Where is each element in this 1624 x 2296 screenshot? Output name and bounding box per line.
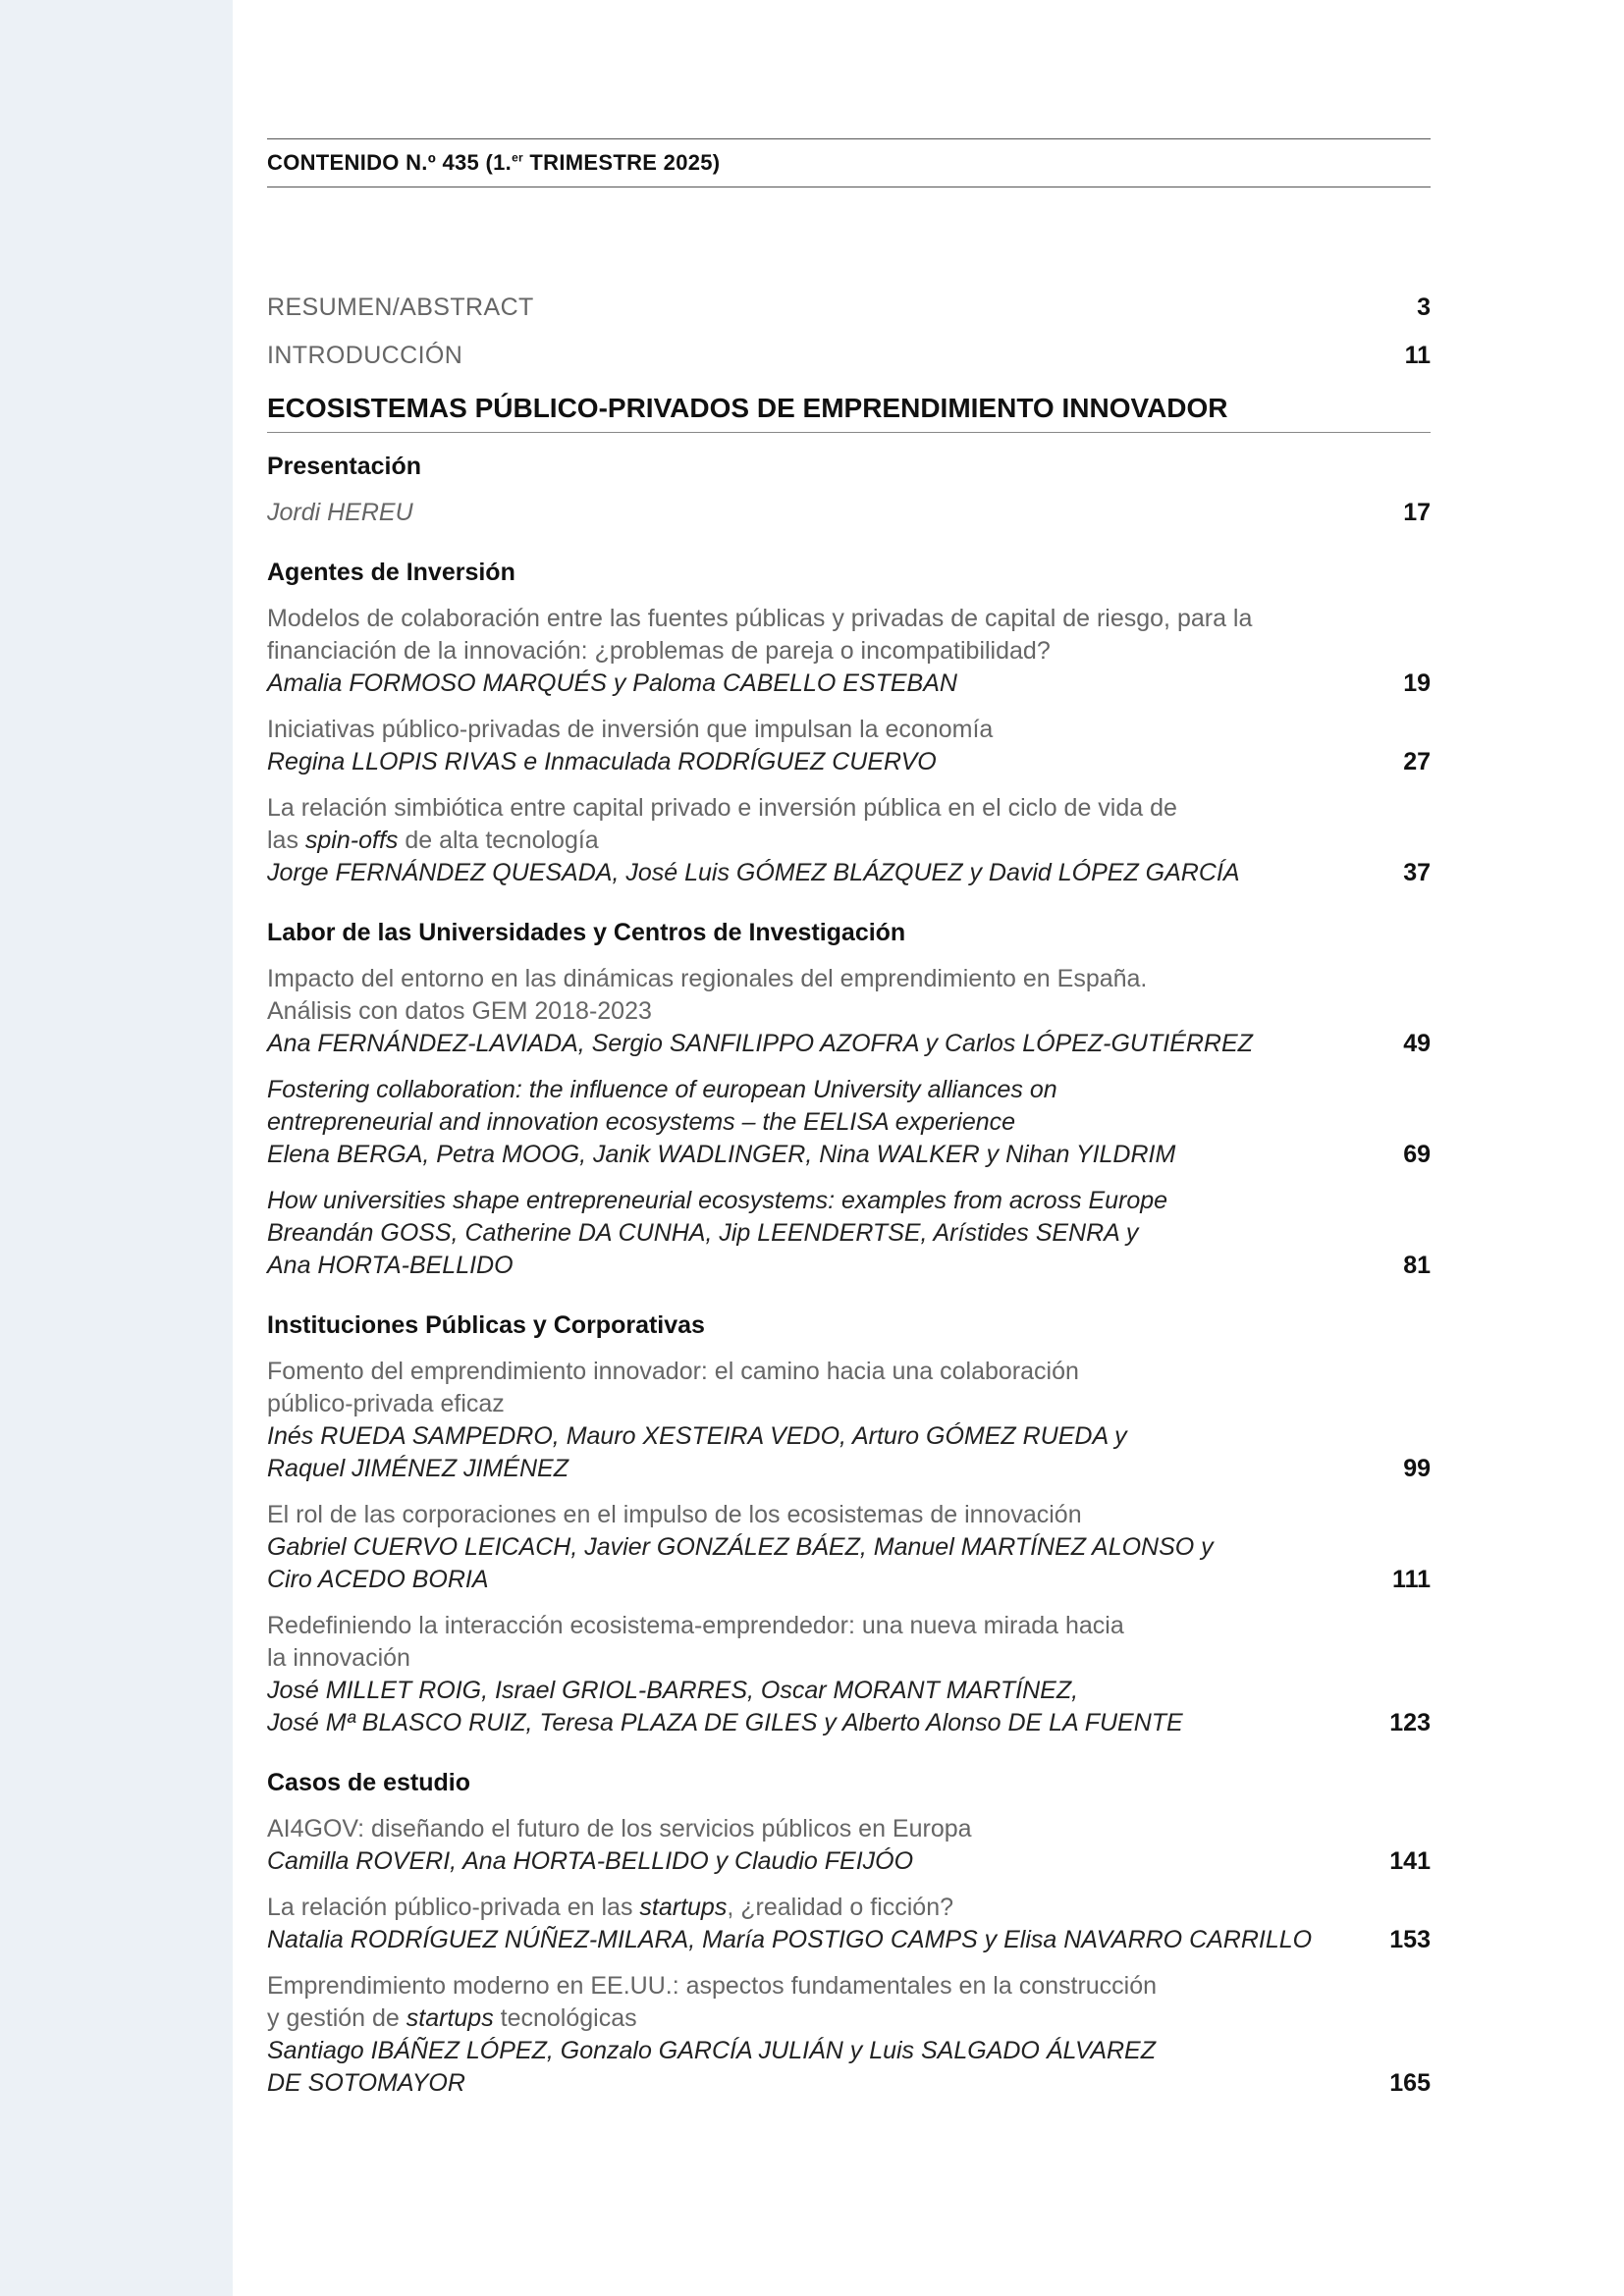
article-title-line: How universities shape entrepreneurial ecosystems: examples from across Europe [267,1187,1168,1214]
toc-entry[interactable] [267,1970,1431,2100]
toc-label: INTRODUCCIÓN [267,342,463,369]
article-authors-line: Jordi HEREU [267,499,413,526]
side-band [0,0,233,2296]
article-title-line: Emprendimiento moderno en EE.UU.: aspectos fundamentales en la construcción [267,1972,1158,2000]
article-authors-line: Amalia FORMOSO MARQUÉS y Paloma CABELLO ESTEBAN [267,669,957,697]
article-title-line: Modelos de colaboración entre las fuentes públicas y privadas de capital de riesgo, para la [267,605,1253,632]
group-title: Agentes de Inversión [267,559,515,586]
page-number: 37 [1403,859,1431,886]
page-number: 3 [1417,294,1431,321]
page-number: 99 [1403,1455,1431,1482]
entry-text [267,1892,1372,1956]
table-of-contents [267,292,1431,2100]
page-number: 27 [1403,748,1431,775]
article-title-line: Iniciativas público-privadas de inversión que impulsan la economía [267,716,994,743]
toc-label: RESUMEN/ABSTRACT [267,294,534,321]
article-authors-line: Elena BERGA, Petra MOOG, Janik WADLINGER, Nina WALKER y Nihan YILDRIM [267,1141,1176,1168]
article-authors-line: Inés RUEDA SAMPEDRO, Mauro XESTEIRA VEDO, Arturo GÓMEZ RUEDA y [267,1422,1127,1450]
entry-text [267,1610,1372,1739]
entry-text [267,1813,1372,1878]
toc-groups [267,451,1431,2100]
toc-group [267,917,1431,1282]
article-authors-line: Ciro ACEDO BORIA [267,1566,489,1593]
page-number: 153 [1389,1926,1431,1953]
toc-entry[interactable] [267,792,1431,889]
group-title: Instituciones Públicas y Corporativas [267,1311,705,1339]
entry-text [267,603,1372,700]
issue-header-text: CONTENIDO N.º 435 (1.$^{er}$ TRIMESTRE 2025) [267,150,721,175]
article-authors-line: José MILLET ROIG, Israel GRIOL-BARRES, Oscar MORANT MARTÍNEZ, [267,1677,1079,1704]
entry-text [267,1356,1372,1485]
entry-text [267,1499,1372,1596]
article-authors-line: José Mª BLASCO RUIZ, Teresa PLAZA DE GILES y Alberto Alonso DE LA FUENTE [267,1709,1183,1736]
article-authors-line: Raquel JIMÉNEZ JIMÉNEZ [267,1455,569,1482]
section-title: ECOSISTEMAS PÚBLICO-PRIVADOS DE EMPRENDIMIENTO INNOVADOR [267,393,1431,433]
toc-entry[interactable] [267,1610,1431,1739]
toc-row-resumen[interactable] [267,292,1431,324]
page-number: 165 [1389,2069,1431,2097]
entry-text [267,714,1372,778]
toc-entry[interactable] [267,1813,1431,1878]
page-number: 49 [1403,1030,1431,1057]
article-title-line: público-privada eficaz [267,1390,505,1417]
issue-header [267,138,1431,187]
article-authors-line: Breandán GOSS, Catherine DA CUNHA, Jip LEENDERTSE, Arístides SENRA y [267,1219,1139,1247]
article-title-line: Redefiniendo la interacción ecosistema-emprendedor: una nueva mirada hacia [267,1612,1124,1639]
article-authors-line: Natalia RODRÍGUEZ NÚÑEZ-MILARA, María POSTIGO CAMPS y Elisa NAVARRO CARRILLO [267,1926,1313,1953]
page-number: 81 [1403,1252,1431,1279]
page-number: 141 [1389,1847,1431,1875]
toc-entry[interactable] [267,1499,1431,1596]
toc-row-introduccion[interactable] [267,340,1431,372]
page-number: 17 [1403,499,1431,526]
page-number: 123 [1389,1709,1431,1736]
entry-text [267,963,1372,1060]
article-authors-line: Gabriel CUERVO LEICACH, Javier GONZÁLEZ BÁEZ, Manuel MARTÍNEZ ALONSO y [267,1533,1214,1561]
article-authors-line: Santiago IBÁÑEZ LÓPEZ, Gonzalo GARCÍA JULIÁN y Luis SALGADO ÁLVAREZ [267,2037,1156,2064]
toc-entry[interactable] [267,714,1431,778]
group-title: Labor de las Universidades y Centros de Investigación [267,919,906,946]
toc-entry[interactable] [267,963,1431,1060]
toc-entry[interactable] [267,1356,1431,1485]
toc-group [267,557,1431,889]
entry-text [267,1970,1372,2100]
entry-text [267,1074,1372,1171]
group-title: Casos de estudio [267,1769,470,1796]
toc-group [267,451,1431,529]
page-number: 111 [1392,1566,1431,1593]
entry-text [267,792,1372,889]
article-title-line: Fomento del emprendimiento innovador: el camino hacia una colaboración [267,1358,1079,1385]
article-authors-line: Camilla ROVERI, Ana HORTA-BELLIDO y Claudio FEIJÓO [267,1847,914,1875]
toc-entry[interactable] [267,497,1431,529]
article-title-line: las spin-offs de alta tecnología [267,827,599,854]
toc-entry[interactable] [267,1892,1431,1956]
page-number: 19 [1403,669,1431,697]
article-title-line: Impacto del entorno en las dinámicas regionales del emprendimiento en España. [267,965,1148,992]
article-title-line: la innovación [267,1644,410,1672]
article-title-line: Fostering collaboration: the influence of european University alliances on [267,1076,1057,1103]
article-title-line: AI4GOV: diseñando el futuro de los servicios públicos en Europa [267,1815,972,1842]
toc-entry[interactable] [267,1185,1431,1282]
toc-group [267,1767,1431,2100]
article-authors-line: Ana HORTA-BELLIDO [267,1252,514,1279]
article-title-line: financiación de la innovación: ¿problemas de pareja o incompatibilidad? [267,637,1051,665]
article-title-line: y gestión de startups tecnológicas [267,2004,637,2032]
article-authors-line: DE SOTOMAYOR [267,2069,465,2097]
page-number: 69 [1403,1141,1431,1168]
contents-page [267,138,1431,2100]
article-title-line: La relación simbiótica entre capital privado e inversión pública en el ciclo de vida de [267,794,1177,822]
group-title: Presentación [267,453,422,480]
article-title-line: La relación público-privada en las startups, ¿realidad o ficción? [267,1894,954,1921]
article-authors-line: Regina LLOPIS RIVAS e Inmaculada RODRÍGUEZ CUERVO [267,748,937,775]
article-title-line: El rol de las corporaciones en el impulso de los ecosistemas de innovación [267,1501,1082,1528]
entry-text [267,497,1372,529]
article-authors-line: Ana FERNÁNDEZ-LAVIADA, Sergio SANFILIPPO AZOFRA y Carlos LÓPEZ-GUTIÉRREZ [267,1030,1253,1057]
article-title-line: entrepreneurial and innovation ecosystems – the EELISA experience [267,1108,1016,1136]
page-number: 11 [1404,342,1431,369]
toc-entry[interactable] [267,1074,1431,1171]
toc-group [267,1309,1431,1739]
article-authors-line: Jorge FERNÁNDEZ QUESADA, José Luis GÓMEZ BLÁZQUEZ y David LÓPEZ GARCÍA [267,859,1240,886]
article-title-line: Análisis con datos GEM 2018-2023 [267,997,652,1025]
entry-text [267,1185,1372,1282]
toc-entry[interactable] [267,603,1431,700]
